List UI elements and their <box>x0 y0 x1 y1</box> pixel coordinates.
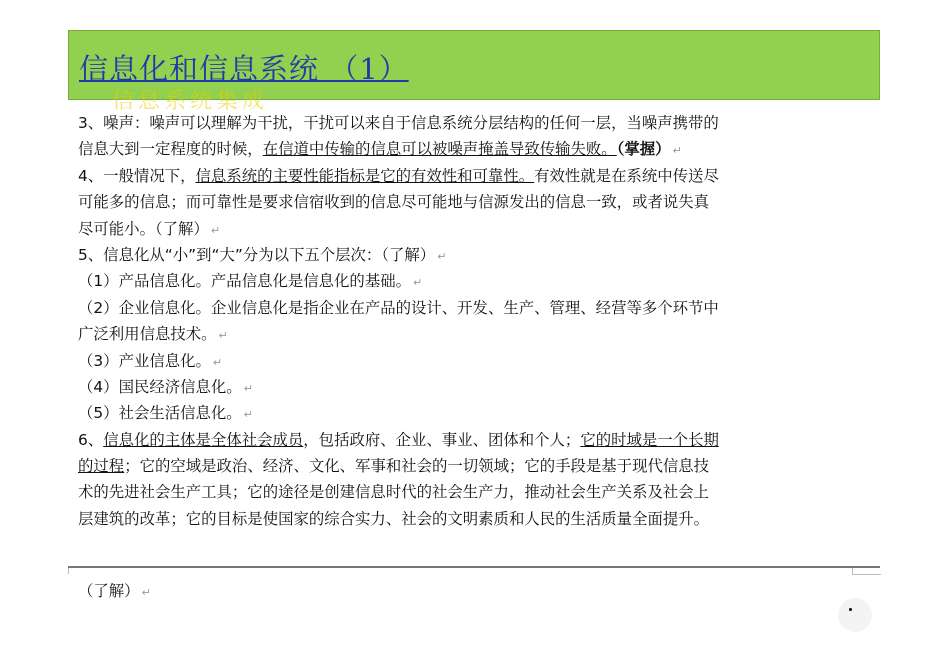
return-mark-icon: ↵ <box>218 329 228 343</box>
text-line: 6、信息化的主体是全体社会成员，包括政府、企业、事业、团体和个人；它的时域是一个长期 <box>78 430 719 449</box>
return-mark-icon: ↵ <box>210 223 221 237</box>
dot-icon <box>849 608 852 611</box>
emphasis-text: （掌握） <box>616 140 671 159</box>
footer-text: （了解） ↵ <box>78 582 151 600</box>
return-mark-icon: ↵ <box>212 355 223 369</box>
ghost-watermark-text: 信息系统集成 <box>112 89 269 114</box>
text-line: （1）产品信息化。产品信息化是信息化的基础。 ↵ <box>78 272 423 291</box>
underlined-text: 信息化的主体是全体社会成员 <box>103 430 304 449</box>
text-line: 4、一般情况下，信息系统的主要性能指标是它的有效性和可靠性。有效性就是在系统中传送尽 <box>78 166 719 185</box>
text-line: 的过程；它的空域是政治、经济、文化、军事和社会的一切领域；它的手段是基于现代信息技 <box>78 457 710 476</box>
text-line: （4）国民经济信息化。 ↵ <box>78 377 253 396</box>
text-line: （5）社会生活信息化。 ↵ <box>78 404 253 423</box>
text-line: 3、噪声：噪声可以理解为干扰，干扰可以来自于信息系统分层结构的任何一层，当噪声携带的 <box>78 114 719 132</box>
cursor-dot-indicator <box>838 598 872 632</box>
text-line: 层建筑的改革；它的目标是使国家的综合实力、社会的文明素质和人民的生活质量全面提升。 <box>78 509 710 528</box>
underlined-text: 在信道中传输的信息可以被噪声掩盖导致传输失败。 <box>262 140 617 159</box>
return-mark-icon: ↵ <box>437 249 447 263</box>
divider-tick <box>852 568 881 575</box>
text-line: 信息大到一定程度的时候，在信道中传输的信息可以被噪声掩盖导致传输失败。（掌握） ↵ <box>78 140 682 159</box>
text-line: （2）企业信息化。企业信息化是指企业在产品的设计、开发、生产、管理、经营等多个环节中 <box>78 298 719 317</box>
underlined-text: 它的时域是一个长期 <box>580 430 719 449</box>
underlined-text: 信息系统的主要性能指标是它的有效性和可靠性。 <box>195 166 535 185</box>
text-line: 尽可能小。（了解） ↵ <box>78 219 221 238</box>
return-mark-icon: ↵ <box>141 586 151 599</box>
page-title: 信息化和信息系统 （1） <box>79 52 409 86</box>
divider <box>68 566 880 568</box>
return-mark-icon: ↵ <box>672 144 682 158</box>
text-line: 5、信息化从“小”到“大”分为以下五个层次：（了解） ↵ <box>78 245 447 264</box>
return-mark-icon: ↵ <box>243 381 253 395</box>
text-line: （3）产业信息化。 ↵ <box>78 351 223 370</box>
document-body <box>78 110 868 532</box>
text-line: 术的先进社会生产工具；它的途径是创建信息时代的社会生产力，推动社会生产关系及社会上 <box>78 483 710 502</box>
return-mark-icon: ↵ <box>243 408 253 422</box>
underlined-text: 的过程 <box>78 457 125 476</box>
divider-tick <box>68 568 79 574</box>
text-line: 可能多的信息；而可靠性是要求信宿收到的信息尽可能地与信源发出的信息一致，或者说失真 <box>78 193 710 212</box>
text-line: 广泛利用信息技术。 ↵ <box>78 325 228 344</box>
return-mark-icon: ↵ <box>413 276 423 290</box>
